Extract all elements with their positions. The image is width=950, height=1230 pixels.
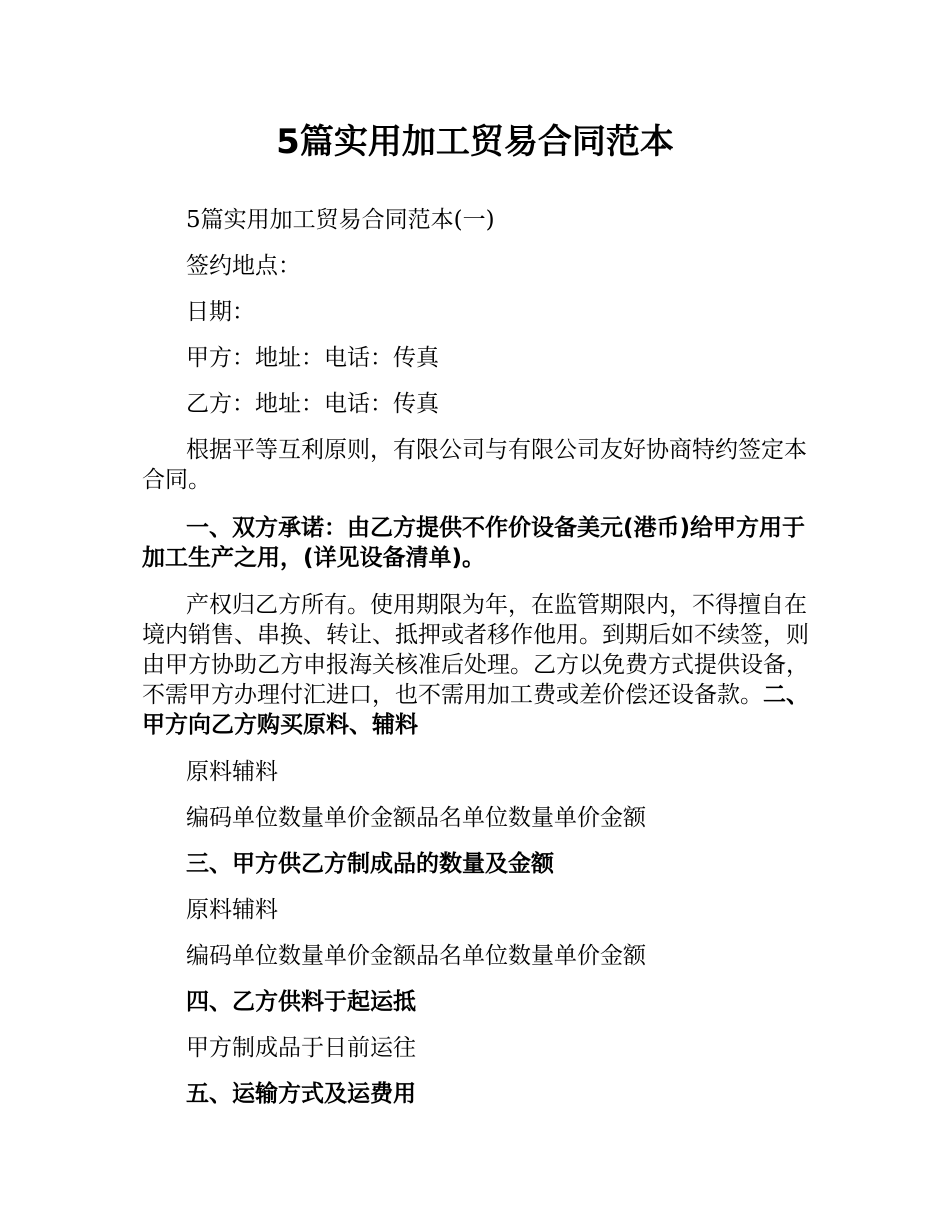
signing-location-line: 签约地点： (186, 253, 301, 279)
document-title: 5篇实用加工贸易合同范本 (276, 122, 674, 162)
contract-subtitle: 5篇实用加工贸易合同范本(一) (186, 207, 495, 233)
party-b-line: 乙方：地址：电话：传真 (186, 391, 439, 417)
equipment-ownership-text: 产权归乙方所有。使用期限为年，在监管期限内，不得擅自在境内销售、串换、转让、抵押或者移作他用。到期后如不续签，则由甲方协助乙方申报海关核准后处理。乙方以免费方式提供设备，不需甲方办理付汇进口，也不需用加工费或差价偿还设备款。 (142, 592, 809, 708)
products-columns-line: 编码单位数量单价金额品名单位数量单价金额 (186, 943, 646, 969)
materials-columns-line: 编码单位数量单价金额品名单位数量单价金额 (186, 805, 646, 831)
clause-5-heading: 五、运输方式及运费用 (186, 1081, 416, 1107)
delivery-line: 甲方制成品于日前运往 (186, 1035, 416, 1061)
equipment-ownership-paragraph (142, 590, 812, 740)
clause-1-heading: 一、双方承诺：由乙方提供不作价设备美元(港币)给甲方用于加工生产之用，(详见设备清单)。 (142, 515, 806, 571)
clause-3-heading: 三、甲方供乙方制成品的数量及金额 (186, 851, 554, 877)
clause-2-heading: 二、甲方向乙方购买原料、辅料 (142, 682, 809, 738)
products-materials-label: 原料辅料 (186, 897, 278, 923)
preamble-paragraph: 根据平等互利原则，有限公司与有限公司友好协商特约签定本合同。 (142, 437, 807, 493)
materials-label: 原料辅料 (186, 759, 278, 785)
party-a-line: 甲方：地址：电话：传真 (186, 345, 439, 371)
date-line: 日期： (186, 299, 255, 325)
clause-4-heading: 四、乙方供料于起运抵 (186, 989, 416, 1015)
